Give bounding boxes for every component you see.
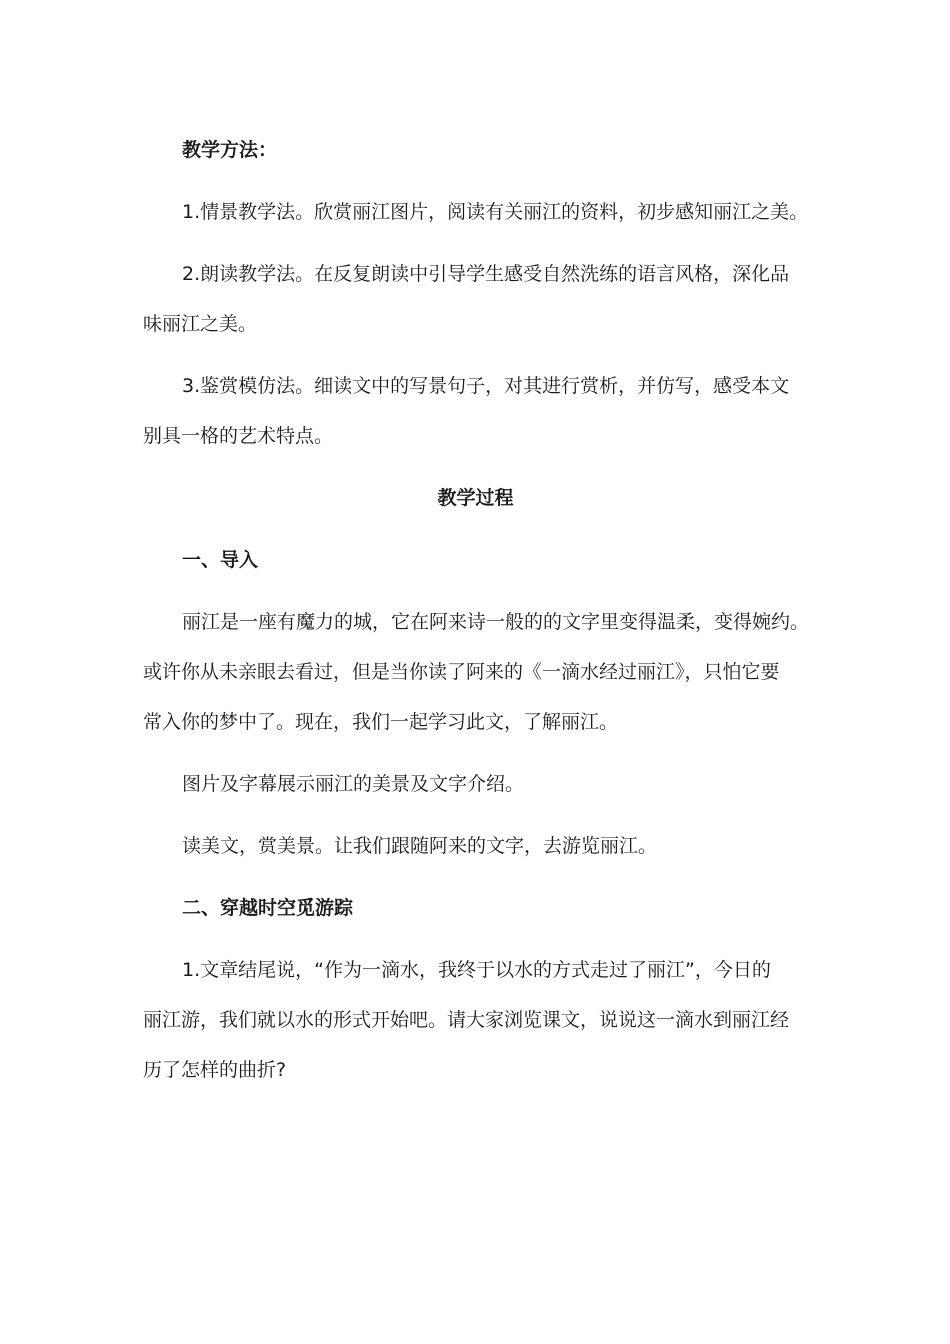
- method-item-3-line-2: 别具一格的艺术特点。: [143, 425, 334, 447]
- intro-paragraph-line-2: 或许你从未亲眼去看过，但是当你读了阿来的《一滴水经过丽江》，只怕它要: [143, 661, 780, 683]
- methods-heading: 教学方法：: [182, 139, 278, 161]
- intro-paragraph-line-1: 丽江是一座有魔力的城，它在阿来诗一般的的文字里变得温柔，变得婉约。: [182, 611, 810, 633]
- section-1-heading: 一、导入: [182, 549, 259, 571]
- method-item-1: 1.情景教学法。欣赏丽江图片，阅读有关丽江的资料，初步感知丽江之美。: [182, 201, 809, 223]
- method-item-3-line-1: 3.鉴赏模仿法。细读文中的写景句子，对其进行赏析，并仿写，感受本文: [182, 375, 790, 397]
- section-2-paragraph-line-3: 历了怎样的曲折?: [143, 1059, 287, 1081]
- intro-paragraph-2: 图片及字幕展示丽江的美景及文字介绍。: [182, 773, 525, 795]
- process-title: 教学过程: [437, 487, 514, 509]
- method-item-2-line-2: 味丽江之美。: [143, 313, 258, 335]
- section-2-paragraph-line-1: 1.文章结尾说，“作为一滴水，我终于以水的方式走过了丽江”，今日的: [182, 959, 771, 981]
- intro-paragraph-line-3: 常入你的梦中了。现在，我们一起学习此文，了解丽江。: [143, 711, 619, 733]
- section-2-heading: 二、穿越时空觅游踪: [182, 897, 354, 919]
- method-item-2-line-1: 2.朗读教学法。在反复朗读中引导学生感受自然洗练的语言风格，深化品: [182, 263, 790, 285]
- intro-paragraph-3: 读美文，赏美景。让我们跟随阿来的文字，去游览丽江。: [182, 835, 658, 857]
- section-2-paragraph-line-2: 丽江游，我们就以水的形式开始吧。请大家浏览课文，说说这一滴水到丽江经: [143, 1009, 790, 1031]
